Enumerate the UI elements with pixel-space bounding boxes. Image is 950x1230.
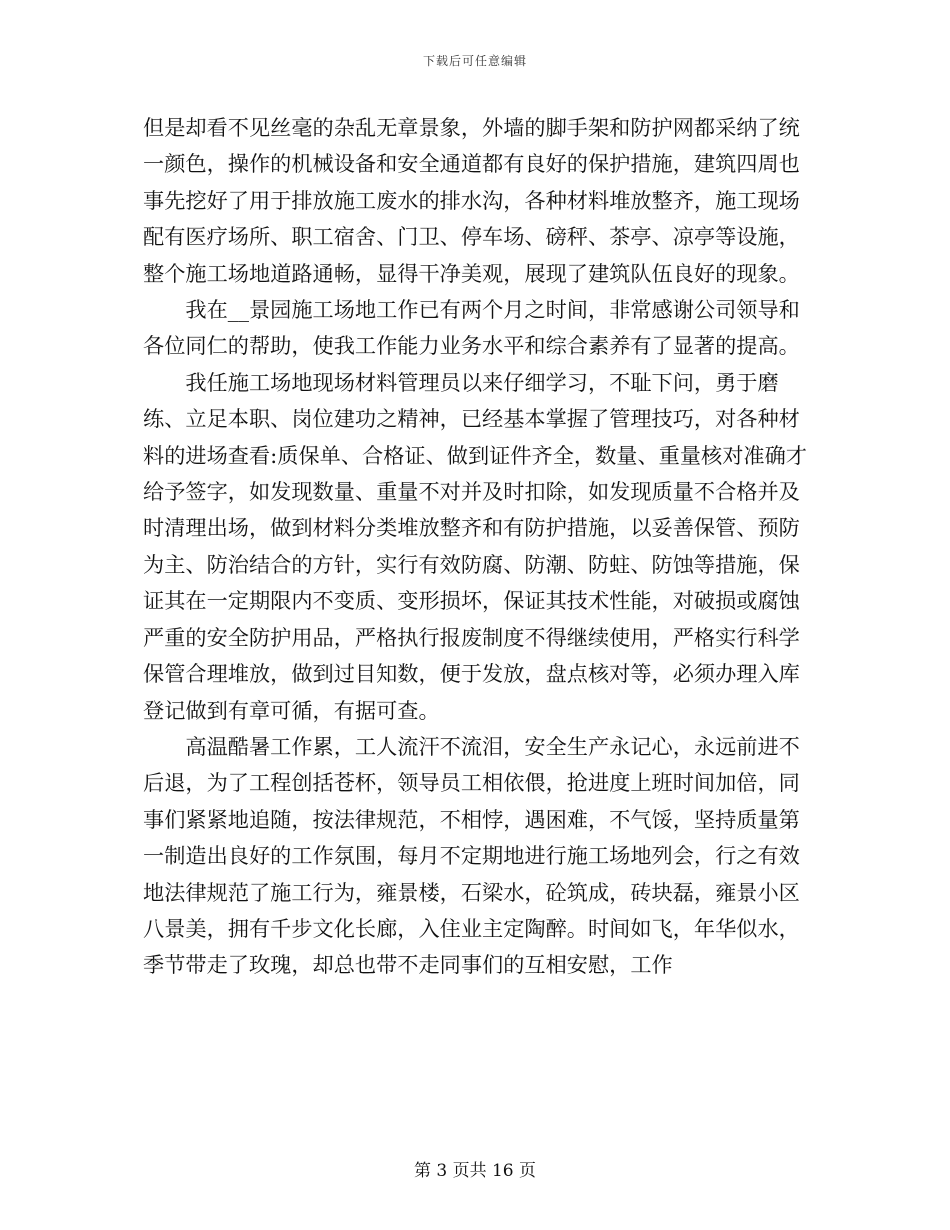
paragraph-3: 我任施工场地现场材料管理员以来仔细学习，不耻下问，勇于磨练、立足本职、岗位建功之精神，已经基本掌握了管理技巧，对各种材料的进场查看:质保单、合格证、做到证件齐全，数量、重量核对准确才给予签字，如发现数量、重量不对并及时扣除，如发现质量不合格并及时清理出场，做到材料分类堆放整齐和有防护措施，以妥善保管、预防为主、防治结合的方针，实行有效防腐、防潮、防蛀、防蚀等措施，保证其在一定期限内不变质、变形损坏，保证其技术性能，对破损或腐蚀严重的安全防护用品，严格执行报废制度不得继续使用，严格实行科学保管合理堆放，做到过目知数，便于发放，盘点核对等，必须办理入库登记做到有章可循，有据可查。 xyxy=(143,369,807,723)
page-header: 下载后可任意编辑 xyxy=(422,54,527,68)
paragraph-4: 高温酷暑工作累，工人流汗不流泪，安全生产永记心，永远前进不后退，为了工程创括苍杯，领导员工相依偎，抢进度上班时间加倍，同事们紧紧地追随，按法律规范，不相悖，遇困难，不气馁，坚持质量第一制造出良好的工作氛围，每月不定期地进行施工场地列会，行之有效地法律规范了施工行为，雍景楼，石梁水，砼筑成，砖块磊，雍景小区八景美，拥有千步文化长廊，入住业主定陶醉。时间如飞，年华似水，季节带走了玫瑰，却总也带不走同事们的互相安慰，工作 xyxy=(143,733,800,978)
paragraph-2: 我在__景园施工场地工作已有两个月之时间，非常感谢公司领导和各位同仁的帮助，使我工作能力业务水平和综合素养有了显著的提高。 xyxy=(143,297,800,359)
document-body xyxy=(143,110,808,984)
paragraph-1: 但是却看不见丝毫的杂乱无章景象，外墙的脚手架和防护网都采纳了统一颜色，操作的机械设备和安全通道都有良好的保护措施，建筑四周也事先挖好了用于排放施工废水的排水沟，各种材料堆放整齐，施工现场配有医疗场所、职工宿舍、门卫、停车场、磅秤、茶亭、凉亭等设施，整个施工场地道路通畅，显得干净美观，展现了建筑队伍良好的现象。 xyxy=(143,115,800,286)
page-footer: 第 3 页共 16 页 xyxy=(413,1161,537,1181)
